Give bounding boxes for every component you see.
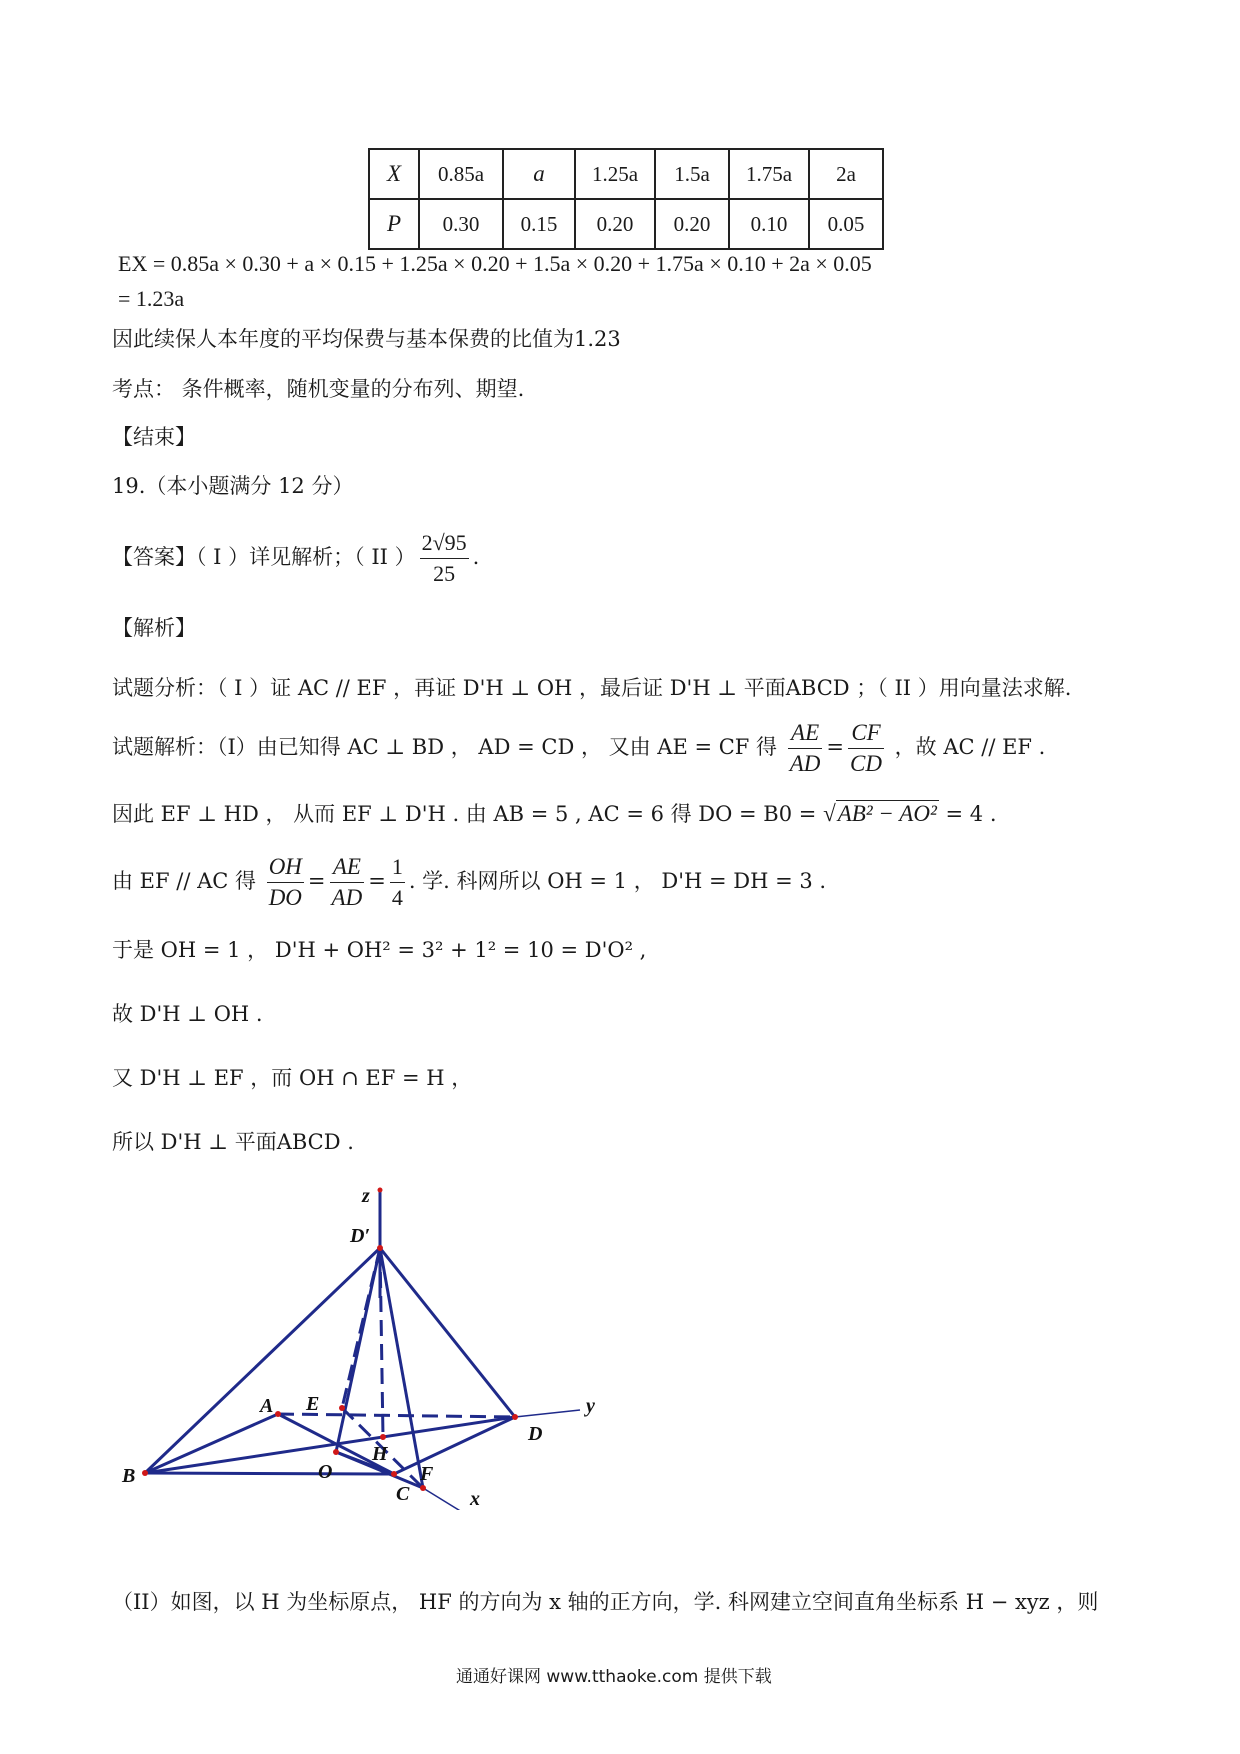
- answer-fraction: [420, 528, 469, 589]
- point-c: [391, 1471, 397, 1477]
- numerator: CF: [848, 718, 884, 749]
- question-19-header: 19.（本小题满分 12 分）: [112, 474, 354, 498]
- table-cell: P: [369, 199, 419, 249]
- denominator: AD: [331, 885, 363, 910]
- solution-line-2: 因此 EF ⊥ HD ， 从而 EF ⊥ D'H . 由 AB = 5 , AC = 6 得 DO = B0 = √AB² − AO² = 4 .: [112, 801, 997, 826]
- label-d: D: [528, 1423, 543, 1445]
- table-row: [369, 199, 883, 249]
- table-cell: 0.20: [655, 199, 729, 249]
- table-cell: 0.15: [503, 199, 575, 249]
- y-axis: [515, 1410, 580, 1417]
- numerator: 1: [390, 852, 405, 883]
- point-dprime: [377, 1245, 383, 1251]
- edge-dprime-b: [145, 1248, 380, 1473]
- answer-prefix: 【答案】（ I ）详见解析；（ II ）: [112, 545, 416, 569]
- label-e: E: [306, 1393, 320, 1415]
- fraction: [267, 852, 304, 913]
- table-cell: X: [369, 149, 419, 199]
- table-cell: 1.25a: [575, 149, 655, 199]
- table-cell: a: [503, 149, 575, 199]
- label-h: H: [372, 1443, 388, 1465]
- label-b: B: [122, 1465, 136, 1487]
- point-f: [420, 1485, 426, 1491]
- denominator: CD: [850, 751, 882, 776]
- page-footer: 通通好课网 www.tthaoke.com 提供下载: [456, 1667, 772, 1687]
- solution-text: . 学. 科网所以 OH = 1 ， D'H = DH = 3 .: [408, 869, 827, 893]
- table-cell: 2a: [809, 149, 883, 199]
- denominator: DO: [268, 885, 302, 910]
- edge-b-c: [145, 1473, 394, 1474]
- label-f: F: [420, 1463, 434, 1485]
- expectation-line-2: = 1.23a: [118, 286, 185, 311]
- label-dprime: D′: [350, 1225, 371, 1247]
- numerator: OH: [267, 852, 304, 883]
- table-cell: 1.75a: [729, 149, 809, 199]
- kaodian-line: 考点： 条件概率，随机变量的分布列、期望.: [112, 377, 525, 401]
- fraction: [848, 718, 884, 779]
- label-o: O: [318, 1461, 333, 1483]
- numerator: AE: [788, 718, 823, 749]
- edge-dprime-d: [380, 1248, 515, 1417]
- end-tag: 【结束】: [112, 425, 196, 449]
- label-a: A: [260, 1395, 274, 1417]
- solution-line-6: 又 D'H ⊥ EF ，而 OH ∩ EF = H ，: [112, 1066, 473, 1090]
- part-2-line: （II）如图，以 H 为坐标原点， HF 的方向为 x 轴的正方向，学. 科网建立空间直角坐标系 H − xyz ，则: [112, 1590, 1099, 1614]
- numerator: AE: [330, 852, 365, 883]
- label-y: y: [586, 1395, 595, 1417]
- table-cell: 0.85a: [419, 149, 503, 199]
- label-x: x: [470, 1488, 480, 1510]
- answer-numerator: 2√95: [420, 528, 469, 559]
- table-cell: 0.20: [575, 199, 655, 249]
- fraction: [788, 718, 823, 779]
- table-cell: 0.10: [729, 199, 809, 249]
- answer-line: [112, 528, 479, 589]
- fraction: [390, 852, 405, 913]
- point-d: [512, 1414, 518, 1420]
- point-a: [275, 1411, 281, 1417]
- fraction: [330, 852, 365, 913]
- label-c: C: [396, 1483, 410, 1505]
- sqrt-expression: AB² − AO²: [837, 801, 937, 826]
- table-cell: 1.5a: [655, 149, 729, 199]
- solution-line-5: 故 D'H ⊥ OH .: [112, 1002, 263, 1026]
- solution-text: ，故 AC // EF .: [894, 735, 1046, 759]
- solution-line-7: 所以 D'H ⊥ 平面ABCD .: [112, 1130, 354, 1154]
- solution-text: = 4 .: [945, 802, 997, 826]
- point-b: [142, 1470, 148, 1476]
- point-h: [380, 1434, 386, 1440]
- point-z: [378, 1188, 383, 1193]
- distribution-table: [368, 148, 884, 250]
- point-o: [333, 1449, 339, 1455]
- expectation-line-1: EX = 0.85a × 0.30 + a × 0.15 + 1.25a × 0.20 + 1.5a × 0.20 + 1.75a × 0.10 + 2a × 0.05: [118, 251, 872, 276]
- table-cell: 0.05: [809, 199, 883, 249]
- denominator: AD: [789, 751, 821, 776]
- pyramid-figure: [110, 1180, 630, 1510]
- point-e: [339, 1405, 345, 1411]
- label-z: z: [362, 1185, 370, 1207]
- solution-text: 由 EF // AC 得: [112, 869, 256, 893]
- answer-denominator: 25: [433, 561, 456, 586]
- jiexi-tag: 【解析】: [112, 616, 196, 640]
- solution-line-3: 由 EF // AC 得 $\frac{OH}{DO}$ = $\frac{AE}{AD}$ = $\frac{1}{4}$ . 学. 科网所以 OH = 1 ， D'H = DH = 3 .: [112, 852, 826, 913]
- answer-suffix: .: [472, 545, 480, 569]
- solution-line-4: 于是 OH = 1 ， D'H + OH² = 3² + 1² = 10 = D'O² ,: [112, 938, 647, 962]
- solution-line-1: 试题解析：（I）由已知得 AC ⊥ BD ， AD = CD ， 又由 AE = CF 得 $\frac{AE}{AD}$ = $\frac{CF}{CD}$ ，故 AC // EF .: [112, 718, 1045, 779]
- denominator: 4: [391, 885, 403, 910]
- edge-dprime-h: [380, 1248, 383, 1437]
- ratio-conclusion: 因此续保人本年度的平均保费与基本保费的比值为1.23: [112, 327, 621, 351]
- table-row: [369, 149, 883, 199]
- analysis-line: 试题分析：（ I ）证 AC // EF ，再证 D'H ⊥ OH ，最后证 D'H ⊥ 平面ABCD ；（ II ）用向量法求解.: [112, 676, 1072, 700]
- edge-dprime-e: [342, 1248, 380, 1408]
- table-cell: 0.30: [419, 199, 503, 249]
- x-axis: [423, 1488, 462, 1510]
- solution-text: 试题解析：（I）由已知得 AC ⊥ BD ， AD = CD ， 又由 AE = CF 得: [112, 735, 778, 759]
- solution-text: 因此 EF ⊥ HD ， 从而 EF ⊥ D'H . 由 AB = 5 , AC = 6 得 DO = B0 =: [112, 802, 817, 826]
